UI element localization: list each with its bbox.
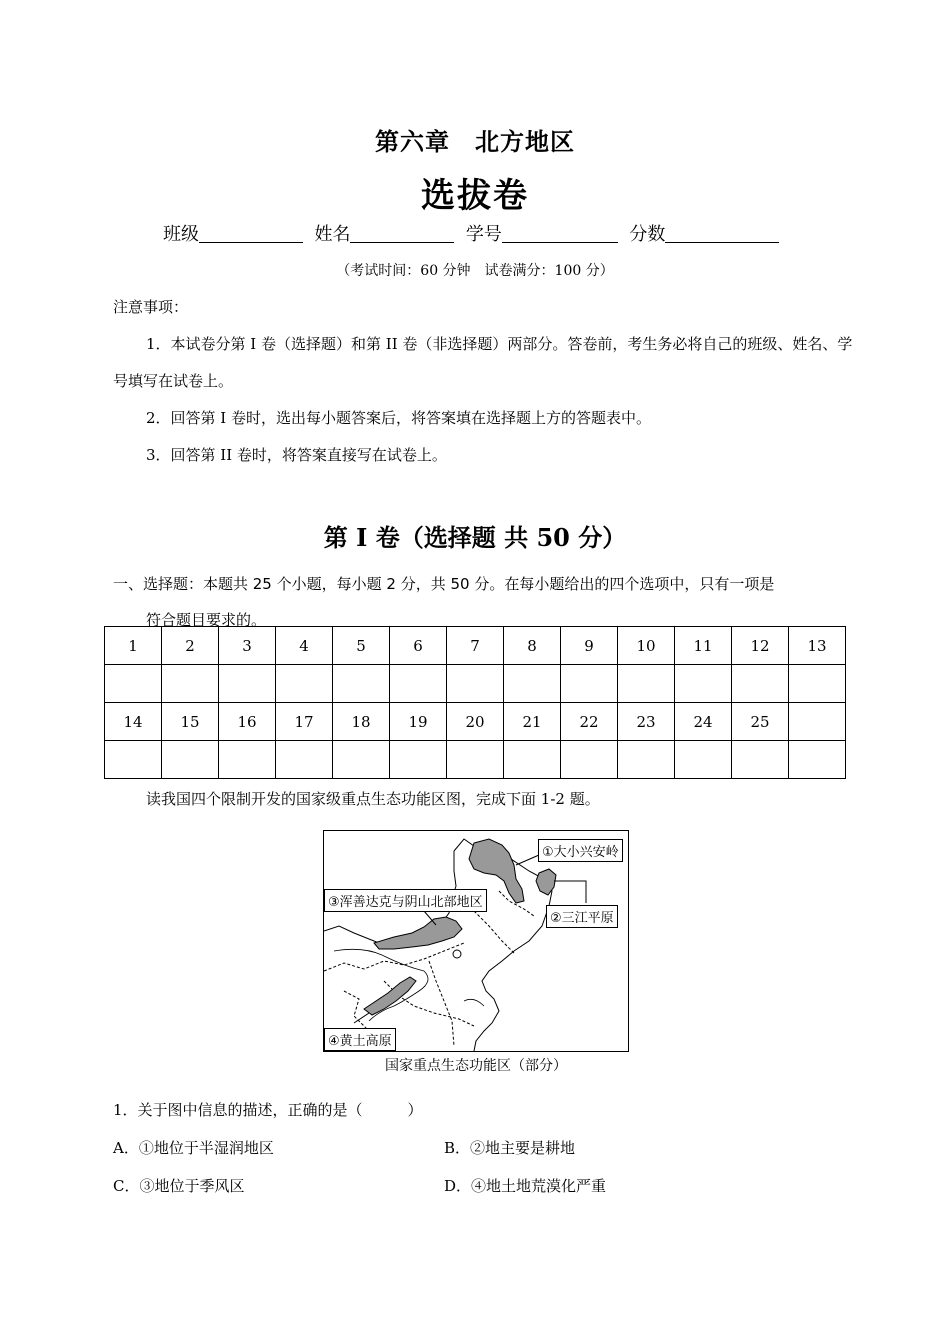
table-cell: 17 xyxy=(276,703,333,741)
answer-cell[interactable] xyxy=(618,665,675,703)
answer-cell[interactable] xyxy=(219,741,276,779)
table-cell: 1 xyxy=(105,627,162,665)
answer-table xyxy=(104,626,846,779)
answer-cell[interactable] xyxy=(561,741,618,779)
leader-line-1 xyxy=(516,855,539,865)
table-cell: 3 xyxy=(219,627,276,665)
map-intro: 读我国四个限制开发的国家级重点生态功能区图，完成下面 1-2 题。 xyxy=(146,790,600,808)
notes-title: 注意事项： xyxy=(113,298,189,316)
zone-4-shape xyxy=(364,977,416,1015)
table-cell: 7 xyxy=(447,627,504,665)
table-cell: 11 xyxy=(675,627,732,665)
table-cell: 20 xyxy=(447,703,504,741)
map-label-zone-3: ③浑善达克与阴山北部地区 xyxy=(324,889,487,912)
table-cell: 16 xyxy=(219,703,276,741)
table-row-numbers-2 xyxy=(105,703,846,741)
map-province-line xyxy=(474,911,514,953)
table-cell: 8 xyxy=(504,627,561,665)
map-capital-marker xyxy=(453,950,461,958)
table-cell: 19 xyxy=(390,703,447,741)
table-cell: 22 xyxy=(561,703,618,741)
table-row-numbers-1 xyxy=(105,627,846,665)
table-cell: 9 xyxy=(561,627,618,665)
map-label-zone-4: ④黄土高原 xyxy=(324,1028,396,1051)
answer-cell[interactable] xyxy=(447,665,504,703)
answer-cell[interactable] xyxy=(789,665,846,703)
map-label-zone-2: ②三江平原 xyxy=(546,905,618,928)
part1-title: 第 I 卷（选择题 共 50 分） xyxy=(323,523,627,552)
answer-cell[interactable] xyxy=(333,741,390,779)
section-line-1: 一、选择题：本题共 25 个小题，每小题 2 分，共 50 分。在每小题给出的四个选项中，只有一项是 xyxy=(113,575,775,593)
zone-2-shape xyxy=(536,869,556,895)
answer-cell[interactable] xyxy=(333,665,390,703)
map-label-zone-1: ①大小兴安岭 xyxy=(538,839,623,862)
exam-meta: （考试时间：60 分钟 试卷满分：100 分） xyxy=(336,263,614,279)
answer-cell[interactable] xyxy=(618,741,675,779)
id-label: 学号 xyxy=(465,224,502,245)
note-item-1: 1．本试卷分第 I 卷（选择题）和第 II 卷（非选择题）两部分。答卷前，考生务必将自己的班级、姓名、学号填写在试卷上。 xyxy=(113,335,853,390)
note-item-2: 2．回答第 I 卷时，选出每小题答案后，将答案填在选择题上方的答题表中。 xyxy=(146,409,652,427)
table-row-answers-1 xyxy=(105,665,846,703)
section-line-2: 符合题目要求的。 xyxy=(146,611,267,629)
answer-cell[interactable] xyxy=(162,665,219,703)
answer-cell[interactable] xyxy=(447,741,504,779)
answer-cell[interactable] xyxy=(561,665,618,703)
answer-cell[interactable] xyxy=(675,665,732,703)
table-cell: 24 xyxy=(675,703,732,741)
map-province-line xyxy=(429,961,454,1046)
map-caption: 国家重点生态功能区（部分） xyxy=(385,1058,567,1074)
table-cell: 6 xyxy=(390,627,447,665)
answer-cell[interactable] xyxy=(162,741,219,779)
table-cell: 13 xyxy=(789,627,846,665)
question-1-option-c[interactable]: C．③地位于季风区 xyxy=(113,1177,245,1195)
answer-cell[interactable] xyxy=(675,741,732,779)
score-label: 分数 xyxy=(629,224,666,245)
table-cell: 25 xyxy=(732,703,789,741)
table-row-answers-2 xyxy=(105,741,846,779)
table-cell: 10 xyxy=(618,627,675,665)
ecological-zone-map xyxy=(323,830,629,1052)
answer-cell[interactable] xyxy=(390,665,447,703)
leader-line-2 xyxy=(554,881,586,903)
table-cell: 14 xyxy=(105,703,162,741)
class-blank[interactable] xyxy=(199,224,303,243)
answer-cell[interactable] xyxy=(219,665,276,703)
question-1-option-b[interactable]: B．②地主要是耕地 xyxy=(444,1139,576,1157)
table-cell: 18 xyxy=(333,703,390,741)
table-cell: 12 xyxy=(732,627,789,665)
table-cell: 21 xyxy=(504,703,561,741)
map-river-line xyxy=(464,999,484,1006)
student-info-line xyxy=(163,220,779,246)
table-cell xyxy=(789,703,846,741)
answer-cell[interactable] xyxy=(105,741,162,779)
table-cell: 4 xyxy=(276,627,333,665)
answer-cell[interactable] xyxy=(732,665,789,703)
question-1-option-a[interactable]: A．①地位于半湿润地区 xyxy=(113,1139,274,1157)
answer-cell[interactable] xyxy=(789,741,846,779)
answer-cell[interactable] xyxy=(504,665,561,703)
table-cell: 23 xyxy=(618,703,675,741)
exam-title: 选拔卷 xyxy=(421,176,529,216)
zone-3-shape xyxy=(374,917,462,949)
question-1-stem: 1．关于图中信息的描述，正确的是（ ） xyxy=(113,1101,423,1119)
name-blank[interactable] xyxy=(350,224,454,243)
chapter-title: 第六章 北方地区 xyxy=(375,127,575,156)
score-blank[interactable] xyxy=(665,224,779,243)
table-cell: 2 xyxy=(162,627,219,665)
answer-cell[interactable] xyxy=(105,665,162,703)
table-cell: 5 xyxy=(333,627,390,665)
answer-cell[interactable] xyxy=(276,741,333,779)
question-1-option-d[interactable]: D．④地土地荒漠化严重 xyxy=(444,1177,607,1195)
table-cell: 15 xyxy=(162,703,219,741)
answer-cell[interactable] xyxy=(390,741,447,779)
id-blank[interactable] xyxy=(502,224,618,243)
note-item-3: 3．回答第 II 卷时，将答案直接写在试卷上。 xyxy=(146,446,447,464)
answer-cell[interactable] xyxy=(276,665,333,703)
answer-cell[interactable] xyxy=(732,741,789,779)
map-drawing xyxy=(324,831,628,1051)
class-label: 班级 xyxy=(163,224,199,245)
answer-cell[interactable] xyxy=(504,741,561,779)
name-label: 姓名 xyxy=(314,224,351,245)
